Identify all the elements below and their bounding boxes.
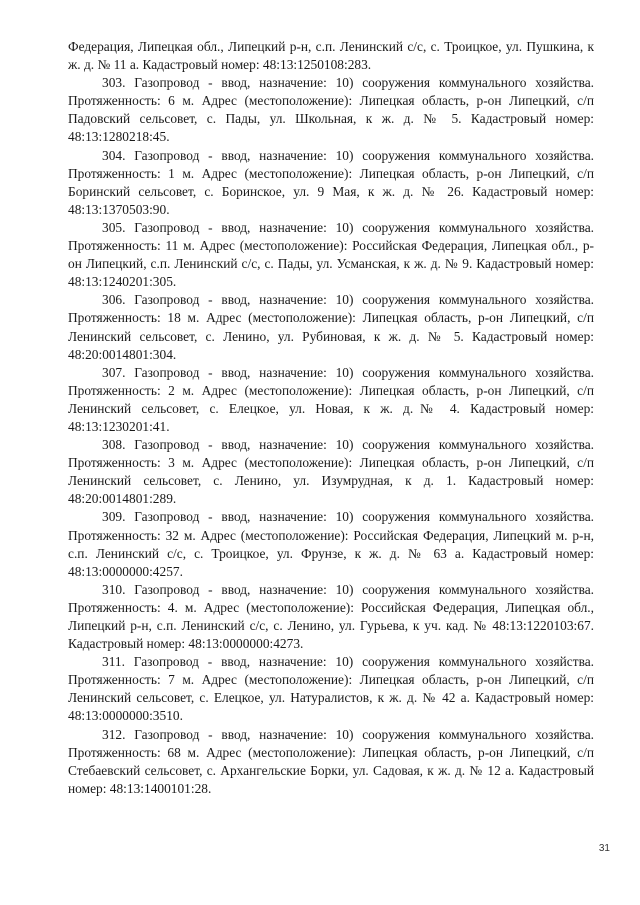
item-number: 311. xyxy=(102,654,125,670)
item-text: Газопровод - ввод, назначение: 10) сооружения коммунального хозяйства. Протяженность: 7 м. Адрес (местоположение): Липецкая область, р-он Липецкий, с/п Ленинский сельсовет, с. Елецкое, ул. Натуралистов, к ж. д. № 42 а. Кадастровый номер: 48:13:0000000:3510. xyxy=(68,654,594,724)
list-item xyxy=(68,653,594,725)
list-item xyxy=(68,508,594,580)
list-item xyxy=(68,364,594,436)
list-item xyxy=(68,436,594,508)
page-number: 31 xyxy=(598,843,610,854)
list-item xyxy=(68,726,594,798)
item-text: Газопровод - ввод, назначение: 10) сооружения коммунального хозяйства. Протяженность: 1 м. Адрес (местоположение): Липецкая область, р-он Липецкий, с/п Боринский сельсовет, с. Боринское, ул. 9 Мая, к ж. д. № 26. Кадастровый номер: 48:13:1370503:90. xyxy=(68,147,594,217)
item-number: 306. xyxy=(102,292,126,308)
paragraph-text: Федерация, Липецкая обл., Липецкий р-н, с.п. Ленинский с/с, с. Троицкое, ул. Пушкина, к ж. д. № 11 а. Кадастровый номер: 48:13:1250108:283. xyxy=(68,39,594,73)
item-text: Газопровод - ввод, назначение: 10) сооружения коммунального хозяйства. Протяженность: 11 м. Адрес (местоположение): Российская Федерация, Липецкая обл., р-он Липецкий, с.п. Ленинский с/с, с. Пады, ул. Усманская, к ж. д. № 9. Кадастровый номер: 48:13:1240201:305. xyxy=(68,219,594,290)
item-number: 304. xyxy=(102,147,126,163)
item-text: Газопровод - ввод, назначение: 10) сооружения коммунального хозяйства. Протяженность: 2 м. Адрес (местоположение): Липецкая область, р-он Липецкий, с/п Ленинский сельсовет, с. Елецкое, ул. Новая, к ж. д.№ 4. Кадастровый номер: 48:13:1230201:41. xyxy=(68,364,594,434)
list-item xyxy=(68,147,594,219)
list-item xyxy=(68,581,594,653)
item-text: Газопровод - ввод, назначение: 10) сооружения коммунального хозяйства. Протяженность: 32 м. Адрес (местоположение): Российская Федерация, Липецкий м. р-н, с.п. Ленинский с/с, с. Троицкое, ул. Фрунзе, к ж. д. № 63 а. Кадастровый номер: 48:13:0000000:4257. xyxy=(68,509,594,579)
item-number: 310. xyxy=(102,581,126,597)
item-text: Газопровод - ввод, назначение: 10) сооружения коммунального хозяйства. Протяженность: 3 м. Адрес (местоположение): Липецкая область, р-он Липецкий, с/п Ленинский сельсовет, с. Ленино, ул. Изумрудная, к д. 1. Кадастровый номер: 48:20:0014801:289. xyxy=(68,437,594,507)
item-text: Газопровод - ввод, назначение: 10) сооружения коммунального хозяйства. Протяженность: 4. м. Адрес (местоположение): Российская Федерация, Липецкая обл., Липецкий р-н, с.п. Ленинский с/с, с. Ленино, ул. Гурьева, к уч. кад. № 48:13:1220103:67. Кадастровый номер: 48:13:0000000:4273. xyxy=(68,581,594,652)
document-body xyxy=(68,38,594,798)
list-item xyxy=(68,74,594,146)
item-text: Газопровод - ввод, назначение: 10) сооружения коммунального хозяйства. Протяженность: 68 м. Адрес (местоположение): Липецкая область, р-он Липецкий, с/п Стебаевский сельсовет, с. Архангельские Борки, ул. Садовая, к ж. д. № 12 а. Кадастровый номер: 48:13:1400101:28. xyxy=(68,726,594,796)
list-item xyxy=(68,219,594,291)
item-number: 307. xyxy=(102,364,126,380)
list-item xyxy=(68,291,594,363)
item-text: Газопровод - ввод, назначение: 10) сооружения коммунального хозяйства. Протяженность: 18 м. Адрес (местоположение): Липецкая область, р-он Липецкий, с/п Ленинский сельсовет, с. Ленино, ул. Рубиновая, к ж. д. № 5. Кадастровый номер: 48:20:0014801:304. xyxy=(68,292,594,362)
item-number: 309. xyxy=(102,509,126,525)
item-number: 305. xyxy=(102,219,126,235)
item-number: 312. xyxy=(102,726,126,742)
item-text: Газопровод - ввод, назначение: 10) сооружения коммунального хозяйства. Протяженность: 6 м. Адрес (местоположение): Липецкая область, р-он Липецкий, с/п Падовский сельсовет, с. Пады, ул. Школьная, к ж. д. № 5. Кадастровый номер: 48:13:1280218:45. xyxy=(68,75,594,145)
item-number: 303. xyxy=(102,75,126,91)
paragraph-continued xyxy=(68,38,594,74)
item-number: 308. xyxy=(102,437,126,453)
